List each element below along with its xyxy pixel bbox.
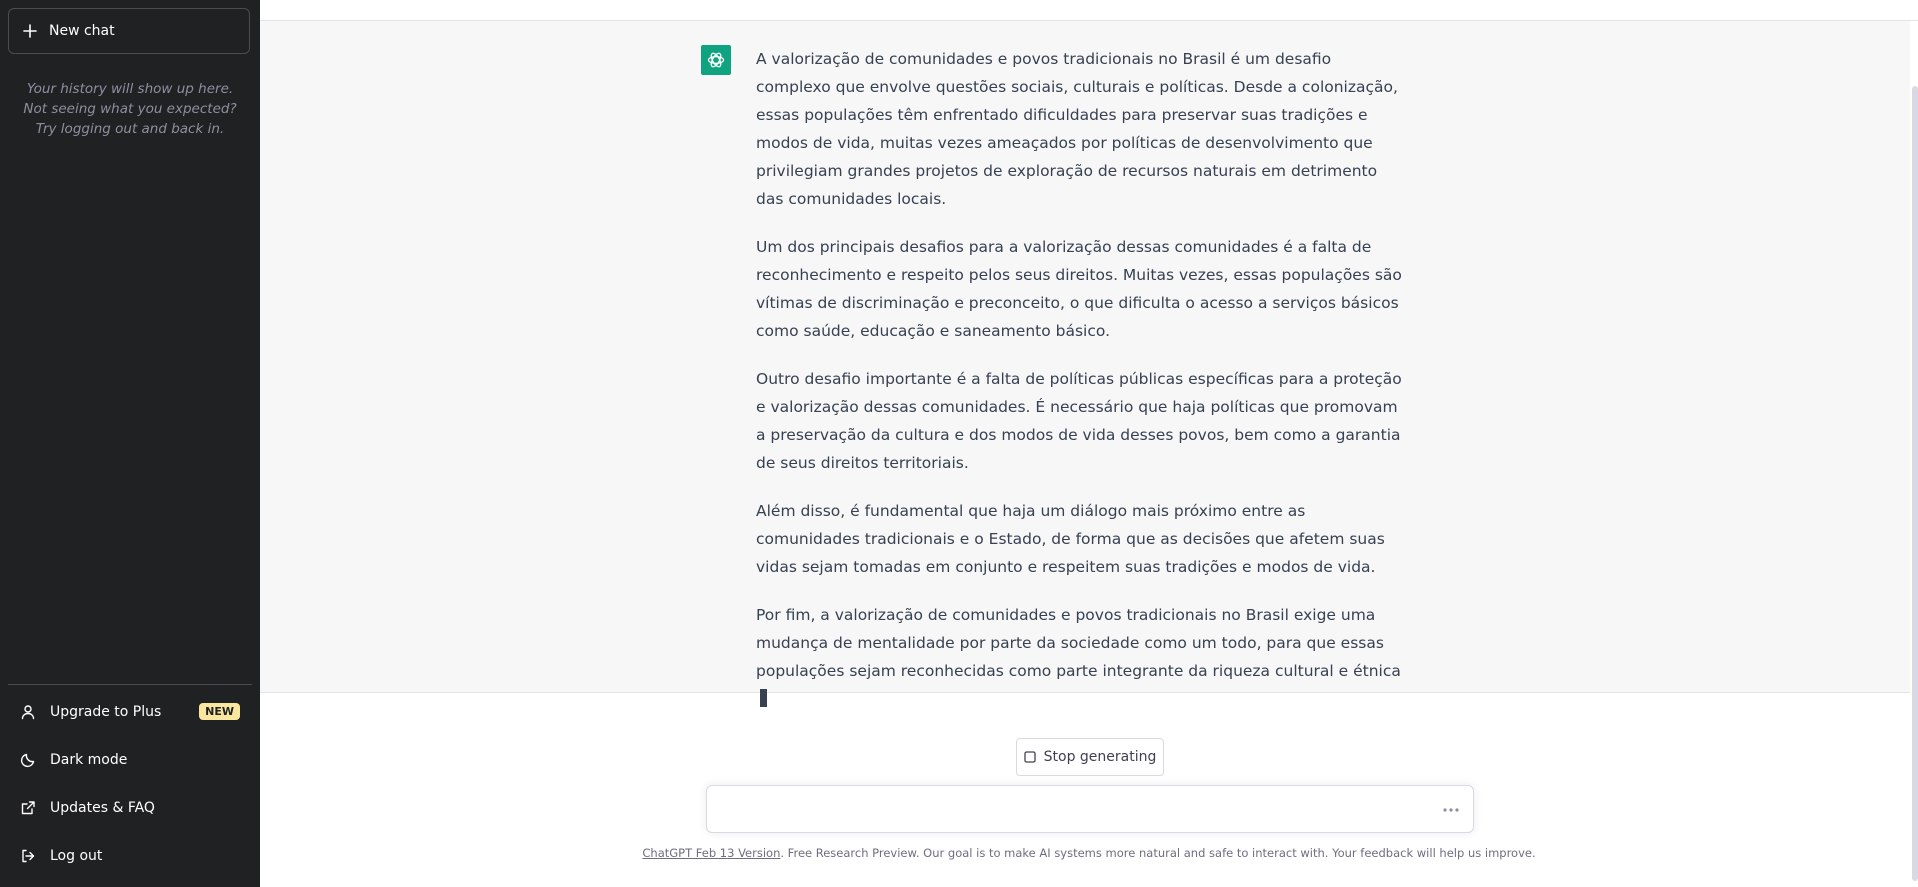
sidebar-item-log-out[interactable] xyxy=(8,834,252,878)
new-chat-label: New chat xyxy=(49,23,115,39)
history-empty-note: Your history will show up here. Not seeing what you expected? Try logging out and back in. xyxy=(23,81,237,137)
stop-generating-button[interactable] xyxy=(1016,738,1164,776)
scrollbar[interactable] xyxy=(1912,86,1918,881)
sidebar-item-dark-mode[interactable] xyxy=(8,738,252,782)
sidebar-item-updates-faq[interactable] xyxy=(8,786,252,830)
message-input[interactable] xyxy=(721,798,1415,826)
version-link[interactable]: ChatGPT Feb 13 Version xyxy=(642,846,781,860)
stop-generating-label: Stop generating xyxy=(1043,749,1157,765)
new-chat-button[interactable] xyxy=(8,8,250,54)
loading-dots-icon xyxy=(1439,798,1463,822)
footer-note xyxy=(260,846,1918,860)
sidebar-item-label: Updates & FAQ xyxy=(50,800,155,816)
external-link-icon xyxy=(20,800,36,816)
typing-cursor xyxy=(760,689,767,707)
sidebar-item-upgrade[interactable] xyxy=(8,690,252,734)
response-paragraph: Outro desafio importante é a falta de políticas públicas específicas para a proteção e valorização dessas comunidades. É necessário que haja políticas que promovam a preservação da cultura e dos modos de vida desses povos, bem como a garantia de seus direitos territoriais. xyxy=(756,370,1402,472)
response-paragraph: Um dos principais desafios para a valorização dessas comunidades é a falta de reconhecimento e respeito pelos seus direitos. Muitas vezes, essas populações são vítimas de discriminação e preconceito, o que dificulta o acesso a serviços básicos como saúde, educação e saneamento básico. xyxy=(756,238,1402,340)
openai-logo-icon xyxy=(701,45,731,75)
moon-icon xyxy=(20,752,36,768)
top-bar xyxy=(260,0,1918,21)
sidebar-item-label: Dark mode xyxy=(50,752,128,768)
new-badge: NEW xyxy=(199,703,240,720)
assistant-message xyxy=(260,21,1910,693)
response-text xyxy=(756,45,1406,733)
response-paragraph: Além disso, é fundamental que haja um diálogo mais próximo entre as comunidades tradicionais e o Estado, de forma que as decisões que afetem suas vidas sejam tomadas em conjunto e respeitem suas tradições e modos de vida. xyxy=(756,502,1385,576)
response-paragraph-last xyxy=(756,601,1406,713)
sidebar-divider xyxy=(8,684,252,685)
footer-text: . Free Research Preview. Our goal is to make AI systems more natural and safe to interact with. Your feedback will help us improve. xyxy=(780,846,1536,860)
plus-icon xyxy=(23,24,37,38)
response-paragraph: Por fim, a valorização de comunidades e povos tradicionais no Brasil exige uma mudança de mentalidade por parte da sociedade como um todo, para que essas populações sejam reconhecidas como parte integrante da riqueza cultural e étnica xyxy=(756,606,1401,680)
sidebar-item-label: Upgrade to Plus xyxy=(50,704,162,720)
sidebar xyxy=(0,0,260,887)
user-icon xyxy=(20,704,36,720)
stop-icon xyxy=(1024,751,1036,763)
response-paragraph: A valorização de comunidades e povos tradicionais no Brasil é um desafio complexo que envolve questões sociais, culturais e políticas. Desde a colonização, essas populações têm enfrentado dificuldades para preservar suas tradições e modos de vida, muitas vezes ameaçados por políticas de desenvolvimento que privilegiam grandes projetos de exploração de recursos naturais em detrimento das comunidades locais. xyxy=(756,50,1398,208)
main-panel xyxy=(260,0,1918,887)
message-composer xyxy=(706,785,1474,833)
sidebar-item-label: Log out xyxy=(50,848,103,864)
logout-icon xyxy=(20,848,36,864)
